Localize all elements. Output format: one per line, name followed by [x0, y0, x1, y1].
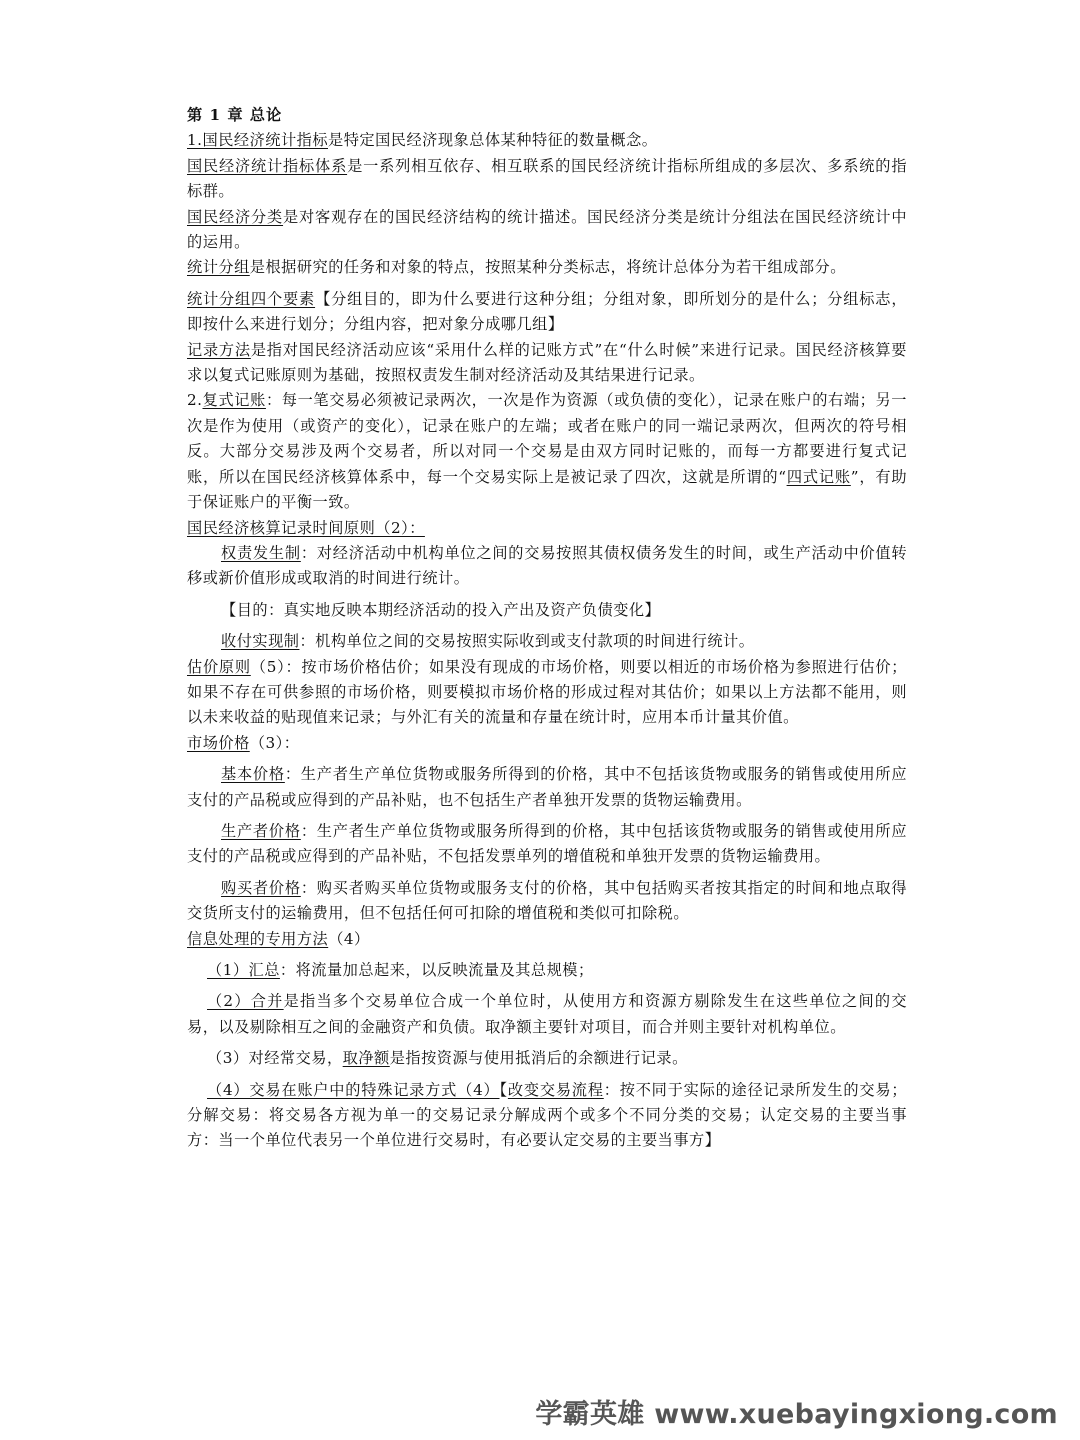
para-indicator [187, 128, 907, 153]
bracket: 【 [499, 1080, 508, 1099]
term: 国民经济分类 [187, 207, 284, 226]
para-aggregation [187, 958, 907, 983]
count: （4） [328, 929, 370, 948]
term: （2）合并 [207, 992, 284, 1011]
para-valuation [187, 655, 907, 731]
definition: （5）：按市场价格估价；如果没有现成的市场价格，则要以相近的市场价格为参照进行估价；如果不存在可供参照的市场价格，则要模拟市场价格的形成过程对其估价；如果以上方法都不能用，则以未来收益的贴现值来记录；与外汇有关的流量和存量在统计时，应用本币计量其价值。 [187, 657, 907, 727]
term: 权责发生制 [221, 543, 301, 562]
prefix: （3）对经常交易， [207, 1049, 343, 1068]
heading-time-principle: 国民经济核算记录时间原则（2）： [187, 518, 425, 537]
definition: 是指按资源与使用抵消后的余额进行记录。 [389, 1049, 688, 1068]
para-cash-basis [187, 629, 907, 654]
term: 信息处理的专用方法 [187, 929, 329, 948]
definition: 是指当多个交易单位合成一个单位时，从使用方和资源方剔除发生在这些单位之间的交易，以及剔除相互之间的金融资产和负债。取净额主要针对项目，而合并则主要针对机构单位。 [187, 992, 908, 1036]
count: （3）： [249, 733, 300, 752]
definition: ：每一笔交易必须被记录两次，一次是作为资源（或负债的变化），记录在账户的右端；另一次是作为使用（或资产的变化），记录在账户的左端；或者在账户的同一端记录两次，但两次的符号相反。大部分交易涉及两个交易者，所以对同一个交易是由双方同时记账的，而每一方都要进行复式记账，所以在国民经济核算体系中，每一个交易实际上是被记录了四次，这就是所谓的“ [187, 391, 907, 486]
term: 国民经济统计指标体系 [187, 156, 348, 175]
term: 统计分组 [187, 258, 250, 277]
term: 估价原则 [187, 657, 251, 676]
para-accrual [187, 541, 907, 592]
heading-market-price [187, 731, 907, 756]
term-num: 1. [187, 131, 203, 150]
term-rerouting: 改变交易流程 [507, 1080, 604, 1099]
para-recording-method [187, 338, 907, 389]
para-indicator-system [187, 154, 907, 205]
definition: 是一系列相互依存、相互联系的国民经济统计指标所组成的多层次、多系统的指标群。 [187, 156, 908, 201]
term: 国民经济统计指标 [202, 131, 328, 150]
para-producer-price [187, 819, 907, 870]
term: 市场价格 [187, 733, 250, 752]
term: 基本价格 [221, 765, 285, 784]
term: 生产者价格 [221, 821, 301, 840]
footer-watermark: 学霸英雄 www.xuebayingxiong.com [535, 1399, 1058, 1430]
document-body [187, 103, 907, 1154]
para-double-entry [187, 388, 907, 515]
para-purchaser-price [187, 876, 907, 927]
definition: 是特定国民经济现象总体某种特征的数量概念。 [328, 131, 658, 150]
para-classification [187, 205, 907, 256]
definition: 【分组目的，即为什么要进行这种分组；分组对象，即所划分的是什么；分组标志，即按什么来进行划分；分组内容，把对象分成哪几组】 [187, 289, 908, 334]
term: 购买者价格 [221, 878, 301, 897]
para-consolidation [187, 989, 907, 1040]
term: 复式记账 [202, 391, 266, 410]
term-quadruple: 四式记账 [786, 467, 851, 486]
chapter-title: 第 1 章 总论 [187, 106, 283, 124]
definition: ：将流量加总起来，以反映流量及其总规模； [279, 961, 594, 979]
term: 收付实现制 [221, 632, 300, 651]
para-netting [187, 1046, 907, 1071]
para-purpose: 【目的：真实地反映本期经济活动的投入产出及资产负债变化】 [221, 600, 661, 619]
definition: ：机构单位之间的交易按照实际收到或支付款项的时间进行统计。 [299, 632, 755, 651]
term: 统计分组四个要素 [187, 289, 316, 308]
definition: ：生产者生产单位货物或服务所得到的价格，其中包括该货物或服务的销售或使用所应支付的产品税或应得到的产品补贴，不包括发票单列的增值税和单独开发票的货物运输费用。 [187, 821, 908, 866]
definition: 是根据研究的任务和对象的特点，按照某种分类标志，将统计总体分为若干组成部分。 [249, 258, 846, 277]
definition-end: ”，有助于保证账户的平衡一致。 [187, 467, 908, 512]
term: 记录方法 [187, 340, 251, 359]
para-grouping [187, 255, 907, 280]
definition: ：购买者购买单位货物或服务支付的价格，其中包括购买者按其指定的时间和地点取得交货所支付的运输费用，但不包括任何可扣除的增值税和类似可扣除税。 [187, 878, 908, 923]
para-basic-price [187, 762, 907, 813]
term: 取净额 [342, 1049, 390, 1068]
para-grouping-elements [187, 287, 907, 338]
heading-info-processing [187, 927, 907, 952]
definition: ：生产者生产单位货物或服务所得到的价格，其中不包括该货物或服务的销售或使用所应支付的产品税或应得到的产品补贴，也不包括生产者单独开发票的货物运输费用。 [187, 765, 908, 809]
definition: 是对客观存在的国民经济结构的统计描述。国民经济分类是统计分组法在国民经济统计中的运用。 [187, 207, 908, 252]
definition: ：对经济活动中机构单位之间的交易按照其债权债务发生的时间，或生产活动中价值转移或新价值形成或取消的时间进行统计。 [187, 543, 908, 588]
para-special-recording [187, 1078, 907, 1154]
term-num: 2. [187, 391, 203, 410]
definition: ：按不同于实际的途径记录所发生的交易；分解交易：将交易各方视为单一的交易记录分解成两个或多个不同分类的交易；认定交易的主要当事方：当一个单位代表另一个单位进行交易时，有必要认定交易的主要当事方】 [187, 1080, 908, 1150]
definition: 是指对国民经济活动应该“采用什么样的记账方式”在“什么时候”来进行记录。国民经济核算要求以复式记账原则为基础，按照权责发生制对经济活动及其结果进行记录。 [187, 340, 907, 385]
term: （4）交易在账户中的特殊记录方式（4） [207, 1080, 500, 1099]
term: （1）汇总 [207, 961, 280, 979]
